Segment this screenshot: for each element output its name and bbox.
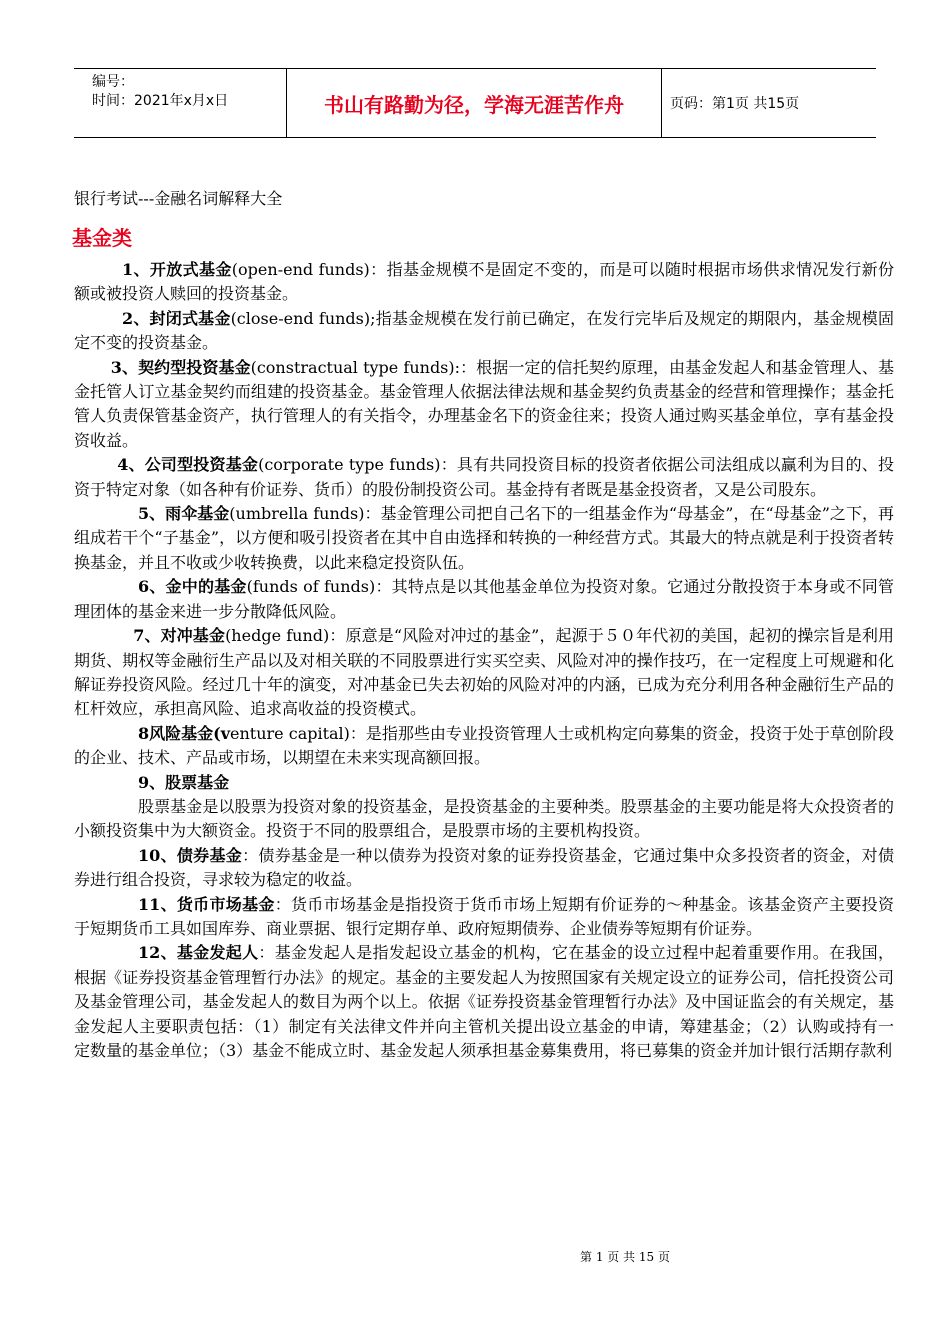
document-number-label: 编号：: [92, 74, 134, 90]
document-time: 时间：2021年x月x日: [92, 93, 229, 109]
definition-term: 11、货币市场基金: [138, 894, 275, 914]
definition-entry: [74, 307, 894, 356]
definition-term: 7、对冲基金: [133, 626, 226, 646]
definition-term: 4、公司型投资基金: [117, 455, 259, 475]
footer-page-number: 第 1 页 共 15 页: [580, 1250, 670, 1264]
definition-text: ：基金发起人是指发起设立基金的机构，它在基金的设立过程中起着重要作用。在我国，根据《证券投资基金管理暂行办法》的规定。基金的主要发起人为按照国家有关规定设立的证券公司，信托投资公司及基金管理公司，基金发起人的数目为两个以上。依据《证券投资基金管理暂行办法》及中国证监会的有关规定，基金发起人主要职责包括：（1）制定有关法律文件并向主管机关提出设立基金的申请，筹建基金；（2）认购或持有一定数量的基金单位；（3）基金不能成立时、基金发起人须承担基金募集费用，将已募集的资金并加计银行活期存款利: [74, 943, 894, 1060]
definition-text: ：货币市场基金是指投资于货币市场上短期有价证券的～种基金。该基金资产主要投资于短期货币工具如国库券、商业票据、银行定期存单、政府短期债券、企业债券等短期有价证券。: [74, 894, 894, 938]
document-title: 银行考试---金融名词解释大全: [74, 189, 283, 208]
page-header: [74, 68, 876, 138]
definition-entry: [74, 795, 894, 844]
definition-term: 2、封闭式基金: [122, 308, 231, 328]
definition-term: 6、金中的基金: [138, 577, 247, 597]
header-page-number: 页码：第1页 共15页: [670, 96, 800, 112]
definition-term: 5、雨伞基金: [138, 504, 230, 524]
definition-term: 10、债券基金: [138, 845, 243, 865]
definition-entry: [74, 575, 894, 624]
definition-text: (close-end funds);指基金规模在发行前已确定，在发行完毕后及规定的期限内，基金规模固定不变的投资基金。: [74, 308, 894, 353]
definition-entry: [74, 502, 894, 575]
definition-entry: [74, 356, 894, 454]
definition-term: 3、契约型投资基金: [110, 357, 251, 377]
section-heading: 基金类: [72, 226, 132, 250]
definition-entry: [74, 844, 894, 893]
definition-term: 9、股票基金: [138, 772, 230, 792]
definition-text: (hedge fund)：原意是“风险对冲过的基金”，起源于５０年代初的美国，起初的操宗旨是利用期货、期权等金融衍生产品以及对相关联的不同股票进行实买空卖、风险对冲的操作技巧，在一定程度上可规避和化解证券投资风险。经过几十年的演变，对冲基金已失去初始的风险对冲的内涵，已成为充分利用各种金融衍生产品的杠杆效应，承担高风险、追求高收益的投资模式。: [74, 626, 894, 719]
definition-term: 1、开放式基金: [122, 260, 232, 279]
definition-text: (funds of funds)：其特点是以其他基金单位为投资对象。它通过分散投资于本身或不同管理团体的基金来进一步分散降低风险。: [74, 577, 894, 621]
definition-term: 8风险基金(v: [138, 723, 231, 743]
definition-text: ：债券基金是一种以债券为投资对象的证券投资基金，它通过集中众多投资者的资金，对债券进行组合投资，寻求较为稳定的收益。: [74, 845, 894, 890]
header-meta: [92, 73, 292, 111]
page-footer: [0, 1248, 950, 1265]
document-body: [74, 258, 894, 1063]
definition-entry: [74, 624, 894, 722]
definition-entry: [74, 453, 894, 502]
definition-entry: [74, 941, 894, 1063]
definition-text: 股票基金是以股票为投资对象的投资基金，是投资基金的主要种类。股票基金的主要功能是将大众投资者的小额投资集中为大额资金。投资于不同的股票组合，是股票市场的主要机构投资。: [74, 796, 894, 841]
definition-entry: [74, 893, 894, 942]
definition-text: enture capital)：是指那些由专业投资管理人士或机构定向募集的资金，投资于处于草创阶段的企业、技术、产品或市场，以期望在未来实现高额回报。: [74, 723, 894, 768]
definition-text: (open-end funds)：指基金规模不是固定不变的，而是可以随时根据市场供求情况发行新份额或被投资人赎回的投资基金。: [74, 260, 894, 304]
definition-entry: [74, 258, 894, 307]
definition-term: 12、基金发起人: [138, 943, 259, 963]
header-motto: 书山有路勤为径，学海无涯苦作舟: [286, 69, 662, 137]
definition-text: (umbrella funds)：基金管理公司把自己名下的一组基金作为“母基金”，在“母基金”之下，再组成若干个“子基金”，以方便和吸引投资者在其中自由选择和转换的一种经营方式。其最大的特点就是利于投资者转换基金，并且不收或少收转换费，以此来稳定投资队伍。: [74, 504, 894, 572]
definition-text: (corporate type funds)：具有共同投资目标的投资者依据公司法组成以赢利为目的、投资于特定对象（如各种有价证券、货币）的股份制投资公司。基金持有者既是基金投资者，又是公司股东。: [74, 455, 894, 499]
definition-entry: [74, 771, 894, 795]
definition-text: (constractual type funds):：根据一定的信托契约原理，由基金发起人和基金管理人、基金托管人订立基金契约而组建的投资基金。基金管理人依据法律法规和基金契约负责基金的经营和管理操作；基金托管人负责保管基金资产，执行管理人的有关指令，办理基金名下的资金往来；投资人通过购买基金单位，享有基金投资收益。: [74, 357, 894, 450]
definition-entry: [74, 722, 894, 771]
